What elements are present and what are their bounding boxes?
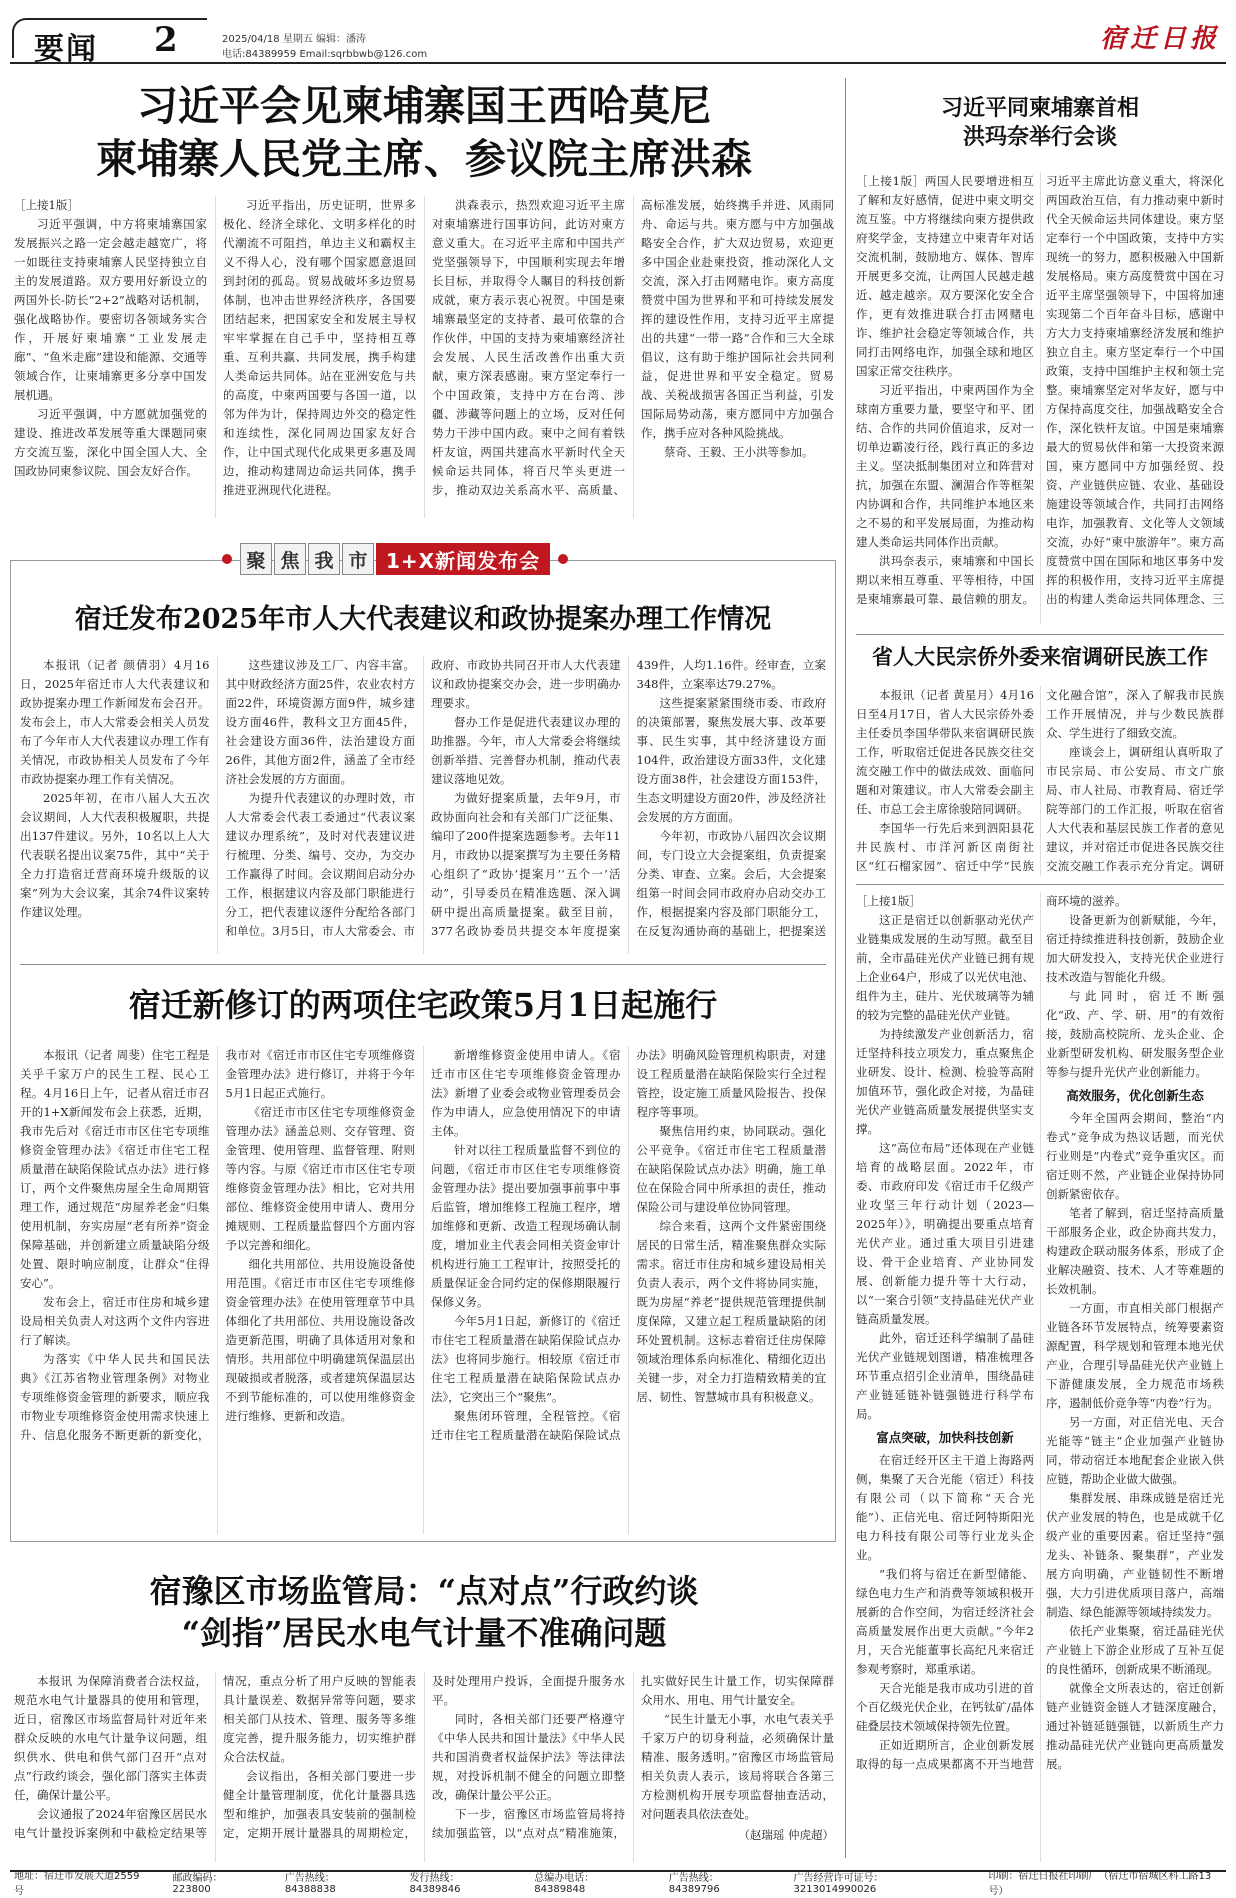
pv-subhead: 高效服务，优化创新生态 bbox=[1066, 1088, 1204, 1103]
housing-para: 聚焦信用约束，协同联动。强化公平竞争。《宿迁市住宅工程质量潜在缺陷保险试点办法》明确，施工单位在保险合同中所承担的责任，推动保险公司与建设单位协同管理。 bbox=[636, 1124, 826, 1214]
banner-label: 1+X新闻发布会 bbox=[376, 543, 550, 575]
pv-para: 为持续激发产业创新活力，宿迁坚持科技立项发力，重点聚焦企业研发、设计、检测、检验等高附加值环节，强化政企对接，为晶硅光伏产业链高质量发展提供坚实支撑。 bbox=[856, 1027, 1034, 1136]
lead-para: 蔡奇、王毅、王小洪等参加。 bbox=[664, 445, 814, 459]
lead-para: 洪森表示，热烈欢迎习近平主席对柬埔寨进行国事访问，此访对柬方意义重大。在习近平主席和中国共产党坚强领导下，中国顺利实现去年增长目标，并取得令人瞩目的科技创新成就，柬方表示衷心祝贺。中国是柬埔寨最坚定的支持者、最可依靠的合作伙伴，中国的支持为柬埔寨经济社会发展、人民生活改善作出重大贡献，柬方深表感谢。柬方坚定奉行一个中国政策，支持中方在台湾、涉疆、涉藏等问题上的立场，反对任何势力干涉中国内政。柬中之间有着铁杆友谊，两国共建高水平新时代全天候命运共同体，将百尺竿头更进一步，推动双边关系高水平、高质量、高标准发展，始终携手并进、风雨同舟、命运与共。柬方愿与中方加强战略安全合作，扩大双边贸易，欢迎更多中国企业赴柬投资，推动深化人文交流，深入打击网赌电诈。柬方高度赞赏中国为世界和平和可持续发展发挥的建设性作用，支持习近平主席提出的共建“一带一路”合作和三大全球倡议，这有助于维护国际社会共同利益，促进世界和平安全稳定。贸易战、关税战损害各国正当利益，引发国际局势动荡，柬方愿同中方加强合作，携手应对各种风险挑战。 bbox=[432, 198, 834, 497]
market-para: 下一步，宿豫区市场监管局将持续加强监管，以“点对点”精准施策，扎实做好民生计量工作，切实保障群众用水、用电、用气计量安全。 bbox=[432, 1674, 834, 1840]
housing-para: 今年5月1日起，新修订的《宿迁市住宅工程质量潜在缺陷保险试点办法》也将同步施行。相较原《宿迁市住宅工程质量潜在缺陷保险试点办法》，它突出三个“聚焦”。 bbox=[431, 1314, 621, 1404]
column-divider bbox=[845, 78, 846, 1858]
pv-para: “我们将与宿迁在新型储能、绿色电力生产和消费等领域积极开展新的合作空间，为宿迁经济社会高质量发展作出更大贡献。”今年2月，天合光能董事长高纪凡来宿迁参观考察时，郑重承诺。 bbox=[856, 1567, 1034, 1676]
market-para: 同时，各相关部门还要严格遵守《中华人民共和国计量法》《中华人民共和国消费者权益保护法》等法律法规，对投诉机制不健全的问题立即整改，确保计量公平公正。 bbox=[432, 1712, 625, 1802]
pv-para: 在宿迁经开区主干道上海路两侧，集聚了天合光能（宿迁）科技有限公司（以下简称“天合光能”）、正信光电、宿迁阿特斯阳光电力科技有限公司等行业龙头企业。 bbox=[856, 1453, 1034, 1562]
market-byline: （赵瑞瑶 仲虎超） bbox=[738, 1828, 834, 1842]
hunsen-headline-line-2: 洪玛奈举行会谈 bbox=[962, 125, 1117, 151]
lead-body bbox=[14, 196, 834, 518]
masthead-rule bbox=[10, 62, 1226, 64]
market-headline-line-1: 宿豫区市场监管局：“点对点”行政约谈 bbox=[149, 1572, 699, 1610]
hunsen-para: ［上接1版］两国人民要增进相互了解和友好感情，促进中柬文明交流互鉴。中方将继续向柬方提供政府奖学金，支持建立中柬青年对话交流机制，鼓励地方、媒体、智库开展更多交流，让两国人民越走越近、越走越亲。双方要深化安全合作，更有效推进联合打击网赌电诈、维护社会稳定等领域合作，共同打击网络电诈，加强全球和地区国家正常交往秩序。 bbox=[856, 174, 1034, 378]
pv-para: 设备更新为创新赋能，今年，宿迁持续推进科技创新，鼓励企业加大研发投入，支持光伏企业进行技术改造与智能化升级。 bbox=[1046, 913, 1224, 984]
proposals-headline: 宿迁发布2025年市人大代表建议和政协提案办理工作情况 bbox=[74, 604, 772, 635]
proposals-para: 为做好提案质量，去年9月，市政协面向社会和有关部门广泛征集、编印了200件提案选题参考。去年11月，市政协以提案撰写为主要任务精心组织了“政协‘提案月’‘五个一’活动”，引导委员在精准选题、深入调研中提出高质量提案。截至目前，377名政协委员共提交本年度提案439件，人均1.16件。经审查，立案348件，立案率达79.27%。 bbox=[431, 658, 826, 938]
pv-para: 一方面，市直相关部门根据产业链各环节发展特点，统筹要素资源配置，科学规划和管理本地光伏产业，合理引导晶硅光伏产业链上下游健康发展，全力规范市场秩序，遏制低价竞争等“内卷”行为。 bbox=[1046, 1301, 1224, 1410]
proposals-para: 督办工作是促进代表建议办理的助推器。今年，市人大常委会将继续创新举措、完善督办机制，推动代表建议落地见效。 bbox=[431, 715, 621, 786]
housing-para: 本报讯（记者 周斐）住宅工程是关乎千家万户的民生工程、民心工程。4月16日上午，记者从宿迁市召开的1+X新闻发布会上获悉，近期，我市先后对《宿迁市市区住宅专项维修资金管理办法》《宿迁市住宅工程质量潜在缺陷保险试点办法》进行修订，两个文件聚焦房屋全生命周期管理工作，通过规范“房屋养老金”归集使用机制，夯实房屋“老有所养”资金保障基础，并创新建立质量缺陷分级处置、限时响应制度，让群众“住得安心”。 bbox=[20, 1048, 210, 1290]
pv-para: ［上接1版］ bbox=[856, 894, 921, 908]
banner-dot-icon bbox=[558, 554, 568, 564]
overseas-headline: 省人大民宗侨外委来宿调研民族工作 bbox=[872, 644, 1208, 669]
footer-postcode: 邮政编码：223800 bbox=[172, 1873, 223, 1895]
market-para: “民生计量无小事，水电气表关乎千家万户的切身利益，必须确保计量精准、服务透明。”宿豫区市场监管局相关负责人表示，该局将联合各第三方检测机构开展专项监督抽查活动，对问题表具依法查处。 bbox=[641, 1712, 834, 1821]
page-number: 2 bbox=[154, 20, 178, 60]
pv-subhead: 富点突破，加快科技创新 bbox=[876, 1430, 1014, 1445]
market-headline bbox=[14, 1572, 834, 1660]
footer-address: 地址：宿迁市发展大道2559号 bbox=[14, 1871, 140, 1897]
pv-para: 就像全文所表达的，宿迁创新链产业链资金链人才链深度融合，通过补链延链强链，以新质生产力推动晶硅光伏产业链向更高质量发展。 bbox=[1046, 1681, 1224, 1771]
housing-para: 《宿迁市市区住宅专项维修资金管理办法》涵盖总则、交存管理、资金管理、使用管理、监督管理、附则等内容。与原《宿迁市市区住宅专项维修资金管理办法》相比，它对共用部位、维修资金使用申请人、费用分摊规则、工程质量监督四个方面内容予以完善和细化。 bbox=[225, 1105, 415, 1252]
housing-para: 针对以往工程质量监督不到位的问题，《宿迁市市区住宅专项维修资金管理办法》提出要加强事前事中事后监管，增加维修工程施工程序，增加维修和更新、改造工程现场确认制度，增加业主代表会同相关资金审计机构进行施工工程审计，按照受托的质量保证金合同约定的保修期限履行保修义务。 bbox=[431, 1143, 621, 1309]
section-divider bbox=[856, 884, 1224, 885]
housing-para: 为落实《中华人民共和国民法典》《江苏省物业管理条例》对物业专项维修资金管理的新要求，顺应我市物业专项维修资金使用需求快速上升、信息化服务不断更新的新变化，我市对《宿迁市市区住宅专项维修资金管理办法》进行修订，并将于今年5月1日起正式施行。 bbox=[20, 1048, 415, 1442]
pv-para: 依托产业集聚，宿迁晶硅光伏产业链上下游企业形成了互补互促的良性循环，创新成果不断涌现。 bbox=[1046, 1624, 1224, 1676]
footer-ad-hotline-2: 广告热线：84389796 bbox=[668, 1873, 720, 1895]
proposals-para: 2025年初，在市八届人大五次会议期间，人大代表积极履职，共提出137件建议。另外，10名以上人大代表联名提出议案75件，其中“关于全力打造宿迁营商环境升级版的议案”列为大会议案，其余74件议案转作建议处理。 bbox=[20, 791, 210, 919]
section-divider bbox=[856, 634, 1224, 635]
housing-para: 新增维修资金使用申请人。《宿迁市市区住宅专项维修资金管理办法》新增了业委会或物业管理委员会作为申请人，应急使用情况下的申请主体。 bbox=[431, 1048, 621, 1138]
hunsen-headline bbox=[856, 96, 1224, 166]
pv-para: 集群发展、串珠成链是宿迁光伏产业发展的特色，也是成就千亿级产业的重要因素。宿迁坚持“强龙头、补链条、聚集群”，产业发展方向明确，产业链韧性不断增强，大力引进优质项目落户，高端制造、绿色能源等领域持续发力。 bbox=[1046, 1491, 1224, 1619]
market-body bbox=[14, 1672, 834, 1862]
page-footer bbox=[10, 1870, 1226, 1897]
banner-dot-icon bbox=[222, 554, 232, 564]
overseas-para: 座谈会上，调研组认真听取了市民宗局、市公安局、市文广旅局、市人社局、市教育局、宿迁学院等部门的工作汇报，听取在宿省人大代表和基层民族工作者的意见建议，并对宿迁市促进各民族交往交流交融工作表示充分肯定。调研 bbox=[1046, 745, 1224, 873]
pv-body bbox=[856, 892, 1224, 1862]
pv-para: 这“高位布局”还体现在产业链培育的战略层面。2022年，市委、市政府印发《宿迁市千亿级产业攻坚三年行动计划（2023—2025年）》，明确提出要重点培育光伏产业。通过重大项目引进建设、骨干企业培育、产业协同发展、创新能力提升等十大行动，以“一案合引领”支持晶硅光伏产业链高质量发展。 bbox=[856, 1141, 1034, 1326]
contact-line: 电话:84389959 Email:sqrbbwb@126.com bbox=[222, 49, 428, 60]
overseas-para: 李国华一行先后来到泗阳县花井民族村、市洋河新区南街社区“红石榴家园”、宿迁中学“民族文化融合馆”，深入了解我市民族工作开展情况，并与少数民族群众、学生进行了细致交流。 bbox=[856, 688, 1224, 873]
housing-para: 发布会上，宿迁市住房和城乡建设局相关负责人对这两个文件内容进行了解读。 bbox=[20, 1295, 210, 1347]
footer-distribution-hotline: 发行热线：84389846 bbox=[409, 1873, 461, 1895]
banner-char: 我 bbox=[308, 543, 340, 575]
pv-para: 今年全国两会期间，整治“内卷式”竞争成为热议话题，而光伏行业则是“内卷式”竞争重灾区。而宿迁则不然，产业链企业保持协同创新紧密依存。 bbox=[1046, 1111, 1224, 1201]
housing-para: 聚焦闭环管理，全程管控。《宿迁市住宅工程质量潜在缺陷保险试点办法》明确风险管理机构职责，对建设工程质量潜在缺陷保险实行全过程管控，设定施工质量风险报告、投保程序等事项。 bbox=[431, 1048, 826, 1442]
section-name: 要闻 bbox=[34, 32, 98, 67]
proposals-para: 今年初，市政协八届四次会议期间，专门设立大会提案组，负责提案分类、审查、立案。会后，大会提案组第一时间会同市政府办启动交办工作，根据提案内容及部门职能分工，在反复沟通协商的基础上，把提案送 bbox=[636, 829, 826, 938]
housing-para: 综合来看，这两个文件紧密围绕居民的日常生活，精准聚焦群众实际需求。宿迁市住房和城乡建设局相关负责人表示，两个文件将协同实施，既为房屋“养老”提供规范管理提供制度保障，又建立起工程质量缺陷的闭环处置机制。这标志着宿迁住房保障领域治理体系向标准化、精细化迈出关键一步，对全力打造精致精美的宜居、韧性、智慧城市具有积极意义。 bbox=[636, 1219, 826, 1404]
lead-para: 习近平指出，历史证明，世界多极化、经济全球化、文明多样化的时代潮流不可阻挡，单边主义和霸权主义不得人心，没有哪个国家愿意退回到封闭的孤岛。贸易战破坏多边贸易体制，也冲击世界经济秩序，各国要团结起来，把国家安全和发展主导权牢牢掌握在自己手中，坚持相互尊重、互利共赢、共同发展，携手构建人类命运共同体。站在亚洲安危与共的高度，中柬两国要与各国一道，以邻为伴为计，保持周边外交的稳定性和连续性，深化同周边国家友好合作，让中国式现代化成果更多惠及周边，推动构建周边命运共同体，携手推进亚洲现代化进程。 bbox=[223, 198, 416, 497]
footer-ad-hotline: 广告热线：84388838 bbox=[284, 1873, 336, 1895]
proposals-para: 这些建议涉及工厂、内容丰富。其中财政经济方面25件，农业农村方面22件，环境资源方面9件，城乡建设方面46件，教科文卫方面45件，社会建设方面36件，法治建设方面26件，其他方面2件，涵盖了全市经济社会发展的方方面面。 bbox=[225, 658, 415, 786]
banner-char: 焦 bbox=[274, 543, 306, 575]
pv-para: 另一方面，对正信光电、天合光能等“链主”企业加强产业链协同，带动宿迁本地配套企业嵌入供应链，帮助企业做大做强。 bbox=[1046, 1415, 1224, 1486]
pv-para: 这正是宿迁以创新驱动光伏产业链集成发展的生动写照。截至目前，全市晶硅光伏产业链已拥有规上企业64户，形成了以光伏电池、组件为主，硅片、光伏玻璃等为辅的较为完整的晶硅光伏产业链。 bbox=[856, 913, 1034, 1022]
overseas-para: 本报讯（记者 黄星月）4月16日至4月17日，省人大民宗侨外委主任委员李国华带队来宿调研民族工作，听取宿迁促进各民族交往交流交融工作中的做法成效、面临问题和对策建议。市人大常委会副主任、市总工会主席徐骏陪同调研。 bbox=[856, 688, 1034, 816]
hunsen-para: 洪玛奈表示，柬埔寨和中国长期以来相互尊重、平等相待，中国是柬埔寨最可靠、最信赖的朋友。习近平主席此访意义重大，将深化两国政治互信，有力推动柬中新时代全天候命运共同体建设。柬方坚定奉行一个中国政策，支持中方实现统一的努力，愿积极融入中国新发展格局。柬方高度赞赏中国在习近平主席坚强领导下，中国将加速实现第二个百年奋斗目标，感谢中方大力支持柬埔寨经济发展和维护独立自主。柬方坚定奉行一个中国政策，支持中国维护主权和领土完整。柬埔寨坚定对华友好，愿与中方保持高度交往，加强战略安全合作，深化铁杆友谊。中国是柬埔寨最大的贸易伙伴和第一大投资来源国，柬方愿同中方加强经贸、投资、产业链供应链、农业、基础设施建设等领域合作，共同打击网络电诈，加强教育、文化等人文领域交流，办好“柬中旅游年”。柬方高度赞赏中国在国际和地区事务中发挥的积极作用，支持习近平主席提出的构建人类命运共同体理念、三 bbox=[856, 174, 1224, 606]
housing-para: 细化共用部位、共用设施设备使用范围。《宿迁市市区住宅专项维修资金管理办法》在使用管理章节中具体细化了共用部位、共用设施设备改造更新范围，明确了具体适用对象和情形。共用部位中明确建筑保温层出现破损或者脱落，或者建筑保温层达不到节能标准的，可以使用维修资金进行维修、更新和改造。 bbox=[225, 1257, 415, 1423]
date-line: 2025/04/18 星期五 编辑：潘涛 bbox=[222, 34, 366, 45]
proposals-para: 这些提案紧紧围绕市委、市政府的决策部署，聚焦发展大事、改革要事、民生实事，其中经济建设方面104件，政治建设方面33件，文化建设方面38件，社会建设方面153件，生态文明建设方面20件，涉及经济社会发展的方方面面。 bbox=[636, 696, 826, 824]
pv-para: 正如近期所言，企业创新发展取得的每一点成果都离不开当地营商环境的滋养。 bbox=[856, 894, 1127, 1771]
lead-para: 习近平强调，中方将柬埔寨国家发展振兴之路一定会越走越宽广，将一如既往支持柬埔寨人民坚持独立自主的发展道路。双方要用好新设立的两国外长-防长“2+2”战略对话机制，强化战略协作。要密切各领域务实合作，开展好柬埔寨“工业发展走廊”、“鱼米走廊”建设和能源、交通等领域合作，让柬埔寨更多分享中国发展机遇。 bbox=[14, 217, 207, 402]
overseas-body bbox=[856, 686, 1224, 876]
lead-headline bbox=[14, 82, 834, 182]
lead-headline-line-1: 习近平会见柬埔寨国王西哈莫尼 bbox=[137, 82, 711, 130]
proposals-para: 本报讯（记者 颜倩羽）4月16日，2025年宿迁市人大代表建议和政协提案办理工作新闻发布会召开。发布会上，市人大常委会相关人员发布了今年市人大代表建议办理工作有关情况，市政协相关人员发布了今年市政协提案办理工作有关情况。 bbox=[20, 658, 210, 786]
footer-printer: 印刷：宿迁日报社印刷厂（宿迁市宿城区科工路13号） bbox=[988, 1871, 1212, 1897]
housing-body bbox=[20, 1046, 826, 1534]
market-para: 本报讯 为保障消费者合法权益，规范水电气计量器具的使用和管理，近日，宿豫区市场监督局针对近年来群众反映的水电气计量争议问题，组织供水、供电和供气部门召开“点对点”行政约谈会，强化部门落实主体责任，确保计量公平。 bbox=[14, 1674, 207, 1802]
banner-char: 市 bbox=[342, 543, 374, 575]
pv-para: 此外，宿迁还科学编制了晶硅光伏产业链规划图谱，精准梳理各环节重点招引企业清单，围绕晶硅产业链延链补链强链进行科学布局。 bbox=[856, 1331, 1034, 1421]
proposals-body bbox=[20, 656, 826, 954]
pv-para: 笔者了解到，宿迁坚持高质量干部服务企业，政企协商共发力，构建政企联动服务体系，形成了企业解决融资、技术、人才等难题的长效机制。 bbox=[1046, 1206, 1224, 1296]
hunsen-body bbox=[856, 172, 1224, 624]
hunsen-para: 习近平指出，中柬两国作为全球南方重要力量，要坚守和平、团结、合作的共同价值追求，反对一切单边霸凌行径，践行真正的多边主义。坚决抵制集团对立和阵营对抗，加强在东盟、澜湄合作等框架内协调和合作，共同维护本地区来之不易的和平发展局面，为推动构建人类命运共同体作出贡献。 bbox=[856, 383, 1034, 549]
market-para: 会议指出，各相关部门要进一步健全计量管理制度，优化计量器具选型和维护，加强表具安装前的强制检定，定期开展计量器具的周期检定，及时处理用户投诉，全面提升服务水平。 bbox=[223, 1674, 625, 1840]
market-headline-line-2: “剑指”居民水电气计量不准确问题 bbox=[181, 1614, 667, 1653]
press-conference-banner bbox=[214, 540, 576, 578]
hunsen-headline-line-1: 习近平同柬埔寨首相 bbox=[940, 96, 1139, 121]
housing-headline: 宿迁新修订的两项住宅政策5月1日起施行 bbox=[128, 986, 718, 1024]
pv-para: 天合光能是我市成功引进的首个百亿级光伏企业，在钙钛矿/晶体硅叠层技术领域保持领先位置。 bbox=[856, 1681, 1034, 1733]
pv-para: 与此同时，宿迁不断强化“政、产、学、研、用”的有效衔接，鼓励高校院所、龙头企业、企业新型研发机构、研发服务型企业等参与提升光伏产业创新能力。 bbox=[1046, 989, 1224, 1079]
lead-para: ［上接1版］ bbox=[14, 198, 79, 212]
section-divider bbox=[20, 964, 826, 965]
market-para: 会议通报了2024年宿豫区居民水电气计量投诉案例和中截检定结果等情况，重点分析了用户反映的智能表具计量误差、数据异常等问题，要求相关部门从技术、管理、服务等多维度完善，提升服务能力，切实维护群众合法权益。 bbox=[14, 1674, 416, 1840]
lead-headline-line-2: 柬埔寨人民党主席、参议院主席洪森 bbox=[96, 135, 752, 182]
proposals-para: 为提升代表建议的办理时效，市人大常委会代表工委通过“代表议案建议办理系统”，及时对代表建议进行梳理、分类、编号、交办，为交办工作赢得了时间。会议期间启动分办工作，根据建议内容及部门职能进行分工，把代表建议逐件分配给各部门和单位。3月5日，市人大常委会、市政府、市政协共同召开市人大代表建议和政协提案交办会，进一步明确办理要求。 bbox=[225, 658, 621, 938]
footer-license: 广告经营许可证号：3213014990026 bbox=[793, 1873, 884, 1895]
lead-para: 习近平强调，中方愿就加强党的建设、推进改革发展等重大课题同柬方交流互鉴，深化中国全国人大、全国政协同柬参议院、国会友好合作。 bbox=[14, 407, 207, 478]
banner-char: 聚 bbox=[240, 543, 272, 575]
footer-editorial-phone: 总编办电话：84389848 bbox=[534, 1873, 595, 1895]
masthead bbox=[0, 0, 1236, 67]
newspaper-logo: 宿迁日报 bbox=[1099, 24, 1220, 54]
